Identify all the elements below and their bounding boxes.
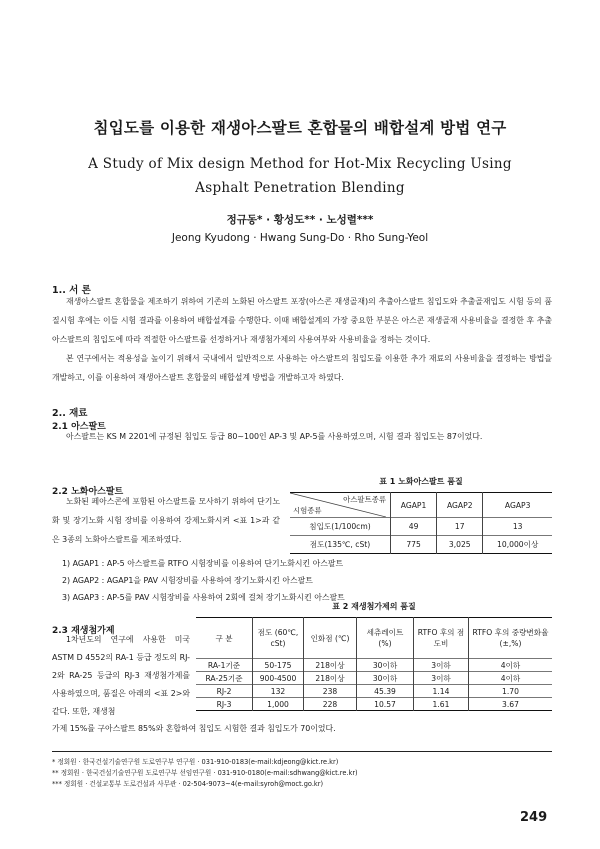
- table-1-col-agap3: AGAP3: [483, 493, 552, 518]
- authors-english: Jeong Kyudong · Hwang Sung-Do · Rho Sung-Yeol: [171, 232, 429, 244]
- table-cell: 132: [253, 685, 304, 698]
- table-1: [290, 492, 552, 554]
- table-cell: 10,000이상: [483, 536, 552, 554]
- footnote: *** 정회원 · 건설교통부 도로건설과 사무관 · 02-504-9073~4(e-mail:syroh@moct.go.kr): [52, 780, 324, 788]
- aged-asphalt-list: [62, 555, 562, 606]
- table-cell: RA-1기준: [196, 659, 253, 672]
- table-cell: 점도(135℃, cSt): [290, 536, 391, 554]
- section-1-paragraph-2: 본 연구에서는 적용성을 높이기 위해서 국내에서 일반적으로 사용하는 아스팔트의 침입도를 이용한 추가 재료의 사용비율을 결정하는 방법을 개발하고, 이를 이용하여 재생아스팔트 혼합물의 배합설계 방법을 개발하고자 하였다.: [52, 354, 552, 382]
- table-1-caption: 표 1 노화아스팔트 품질: [379, 477, 463, 486]
- footnote: ** 정회원 · 한국건설기술연구원 도로연구부 선임연구원 · 031-910-0180(e-mail:sdhwang@kict.re.kr): [52, 769, 358, 777]
- table-cell: 1.14: [414, 685, 469, 698]
- table-cell: 30이하: [357, 659, 414, 672]
- section-2-3-paragraph: 1차년도의 연구에 사용한 미국 ASTM D 4552의 RA-1 등급 정도의 RJ-2와 RA-25 등급의 RJ-3 재생첨가제를 사용하였으며, 품질은 아래의 <표 2>와 같다. 또한, 재생첨: [52, 635, 190, 716]
- table-cell: 3이하: [414, 672, 469, 685]
- table-row: [196, 698, 552, 711]
- table-row: [290, 536, 552, 554]
- table-cell: 1,000: [253, 698, 304, 711]
- table-1-diagonal-header: [290, 493, 391, 518]
- footnotes: [52, 757, 552, 790]
- table-cell: 218이상: [304, 672, 357, 685]
- table-cell: 49: [391, 518, 437, 536]
- table-cell: 238: [304, 685, 357, 698]
- table-cell: 17: [437, 518, 483, 536]
- table-cell: 45.39: [357, 685, 414, 698]
- section-2-2-paragraph: 노화된 페아스콘에 포함된 아스팔트를 모사하기 위하여 단기노화 및 장기노화 시험 장비를 이용하여 강제노화시켜 <표 1>과 같은 3종의 노화아스팔트를 제조하였다.: [52, 497, 280, 544]
- table-cell: 218이상: [304, 659, 357, 672]
- table-cell: 3.67: [469, 698, 553, 711]
- footnote: * 정회원 · 한국건설기술연구원 도로연구부 연구원 · 031-910-0183(e-mail:kdjeong@kict.re.kr): [52, 758, 339, 766]
- table-cell: 3,025: [437, 536, 483, 554]
- table-cell: 900-4500: [253, 672, 304, 685]
- table-2-header-cell: 세츄레이트 (%): [357, 618, 414, 659]
- table-cell: 13: [483, 518, 552, 536]
- list-item: 3) AGAP3 : AP-5를 PAV 시험장비를 사용하여 2회에 걸쳐 장기노화시킨 아스팔트: [62, 593, 345, 602]
- page-number: 249: [520, 810, 548, 825]
- table-cell: RJ-3: [196, 698, 253, 711]
- table-cell: 4이하: [469, 672, 553, 685]
- table-2: [196, 617, 552, 711]
- section-2-1-paragraph: 아스팔트는 KS M 2201에 규정된 침입도 등급 80~100인 AP-3 및 AP-5를 사용하였으며, 시험 결과 침입도는 87이었다.: [66, 432, 483, 441]
- table-cell: RA-25기준: [196, 672, 253, 685]
- table-2-header-cell: RTFO 후의 점도비: [414, 618, 469, 659]
- table-2-header-cell: 점도 (60℃, cSt): [253, 618, 304, 659]
- table-cell: RJ-2: [196, 685, 253, 698]
- footnote-divider: [52, 751, 552, 752]
- table-row: [290, 518, 552, 536]
- list-item: 1) AGAP1 : AP-5 아스팔트를 RTFO 시험장비를 이용하여 단기노화시킨 아스팔트: [62, 559, 344, 568]
- table-cell: 775: [391, 536, 437, 554]
- table-cell: 50-175: [253, 659, 304, 672]
- list-item: 2) AGAP2 : AGAP1을 PAV 시험장비를 사용하여 장기노화시킨 아스팔트: [62, 576, 313, 585]
- section-2-2-heading: 2.2 노화아스팔트: [52, 487, 124, 497]
- table-cell: 침입도(1/100cm): [290, 518, 391, 536]
- section-2-3-heading: 2.3 재생첨가제: [52, 626, 115, 636]
- table-cell: 228: [304, 698, 357, 711]
- table-2-header-row: [196, 618, 552, 659]
- table-cell: 30이하: [357, 672, 414, 685]
- table-2-header-cell: RTFO 후의 중량변화율(±,%): [469, 618, 553, 659]
- section-2-heading: 2.. 재료: [52, 408, 88, 419]
- table-cell: 10.57: [357, 698, 414, 711]
- table-2-header-cell: 구 분: [215, 633, 233, 643]
- table-row: [196, 685, 552, 698]
- paper-title-english: A Study of Mix design Method for Hot-Mix Recycling Using Asphalt Penetration Blending: [88, 156, 512, 196]
- table-cell: 4이하: [469, 659, 553, 672]
- table-1-header-type: 아스팔트종류: [343, 495, 386, 504]
- table-row: [196, 659, 552, 672]
- section-2-1-heading: 2.1 아스팔트: [52, 422, 106, 432]
- section-1-heading: 1.. 서 론: [52, 285, 91, 296]
- table-cell: 3이하: [414, 659, 469, 672]
- authors-korean: 정규동* · 황성도** · 노성렬***: [226, 214, 374, 226]
- table-1-col-agap1: AGAP1: [391, 493, 437, 518]
- paper-title-korean: 침입도를 이용한 재생아스팔트 혼합물의 배합설계 방법 연구: [93, 119, 507, 137]
- section-1-paragraph-1: 재생아스팔트 혼합물을 제조하기 위하여 기존의 노화된 아스팔트 포장(아스콘 재생골재)의 추출아스팔트 침입도와 추출골재입도 시험 등의 품질시험 후에는 이들 시험 결과를 이용하여 배합설계를 수행한다. 이때 배합설계의 가장 중요한 부분은 아스콘 재생골재 사용비율을 결정한 후 추출아스팔트의 침입도에 따라 적절한 아스팔트를 선정하거나 재생첨가제의 사용여부와 사용비율을 정하는 것이다.: [52, 297, 552, 344]
- table-cell: 1.70: [469, 685, 553, 698]
- section-2-3-paragraph-tail: 가제 15%를 구아스팔트 85%와 혼합하여 침입도 시험한 결과 침입도가 70이었다.: [52, 724, 336, 733]
- table-cell: 1.61: [414, 698, 469, 711]
- table-row: [196, 672, 552, 685]
- table-1-col-agap2: AGAP2: [437, 493, 483, 518]
- table-2-header-cell: 인화점 (℃): [304, 618, 357, 659]
- table-2-caption: 표 2 재생첨가제의 품질: [332, 602, 416, 611]
- table-1-header-test: 시험종류: [293, 506, 322, 515]
